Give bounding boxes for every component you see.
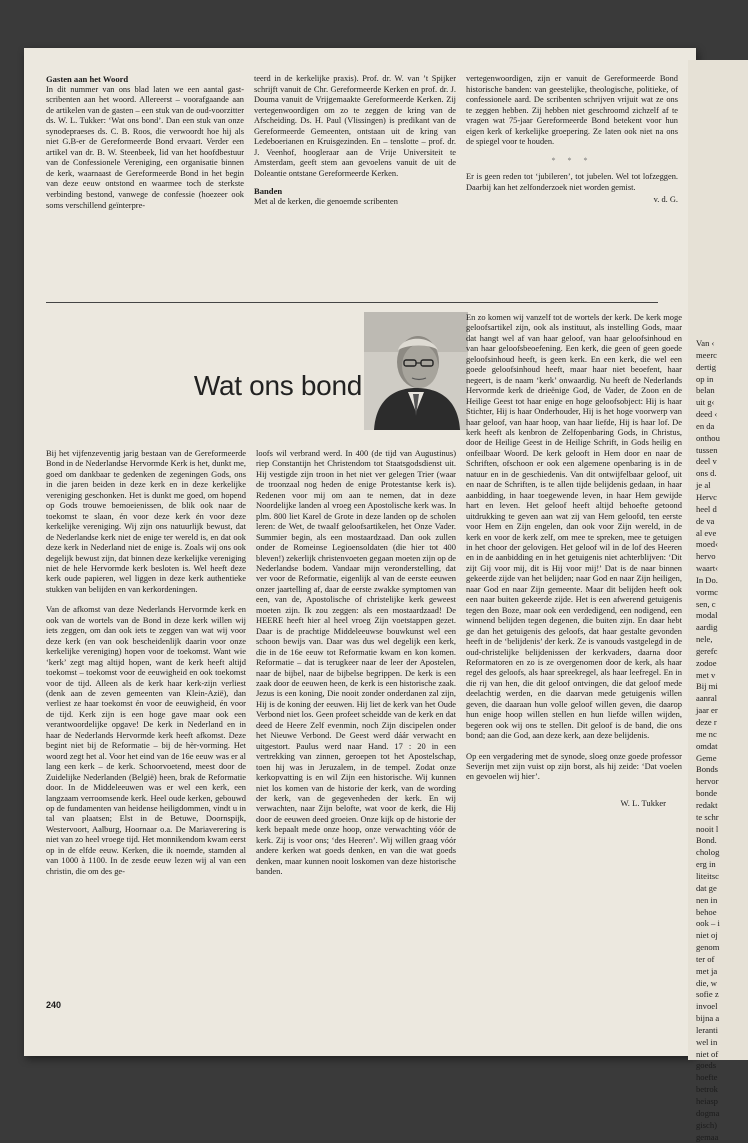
page-number: 240 (46, 1000, 62, 1010)
adjacent-page-line: hervor (696, 776, 719, 787)
article-column-3 (466, 312, 682, 808)
adjacent-page-edge (688, 60, 748, 1142)
adjacent-page-line: ook – i (696, 918, 720, 929)
article-title: Wat ons bond (193, 370, 362, 401)
section-rule (46, 302, 658, 303)
adjacent-page-line: nen in (696, 894, 718, 905)
adjacent-page-line: cholog (696, 847, 720, 858)
intro-text-3: vertegenwoordigen, zijn er vanuit de Gereformeerde Bond historische banden: van geestelijke, theologische, politieke, of confessionele aard. De scribenten schrijven vrijuit wat ze ons te zeggen hebben. Zij hebben niet geschroomd zichzelf af te vragen wat 75-jaar Gereformeerde Bond betekent voor hun eigen kerk of kerkelijke groepering. Ze laten ook niet na ons de spiegel voor te houden. (466, 74, 678, 147)
article-paragraph: Van de afkomst van deze Nederlands Hervormde kerk en ook van de wortels van de Bond in deze kerk willen wij iets zeggen, om dan ook iets te zeggen van wat wij voor deze kerk (en van ook bescheidenlijk daarin voor onze kerkelijke vereniging) hopen voor de toekomst. Want wie ‘kerk’ zegt mag altijd hopen, want de kerk heeft altijd toekomst – toekomst voor de eeuwigheid en ook toekomst voor de tijd. Alleen als de kerk haar kerk-zijn verliest (denk aan de zeven gemeenten van Klein-Azië), dan verliest ze haar toekomst én voor de eeuwigheid, én voor de tijd. Kerk zijn is een hoge gave maar ook een verantwoordelijke opgave! De kerk in Nederland en in haar de Nederlands Hervormde kerk heeft afkomst. Deze begint niet bij de Reformatie – bij de hèr-vorming. Het woord zegt het al. Voor het eind van de 16e eeuw was er al lang een kerk – de kerk. Schoorvoetend, meest door de Zuidelijke Nederlanden (België) heen, brak de Reformatie door. In de Middeleeuwen was er wel een kerk, een langzaam verroomsende kerk. Heel oude kerken, gebouwd op de fundamenten van heidense heiligdommen, vindt u in tal van plaatsen; Elst in de Betuwe, Doornspijk, Westervoort, Aalburg, Hoornaar o.a. De Mariaverering is niet van zo heel vroege tijd. Het monnikendom kwam eerst op in de elfde eeuw. Kerken, die ik noemde, stamden al van 1000 à 1100. In de zesde eeuw lezen wij al van een christin, die om des ge- (46, 604, 246, 876)
intro-column-3 (466, 74, 678, 206)
adjacent-page-line: heiasp (696, 1096, 718, 1106)
adjacent-page-line: zodoe (696, 657, 717, 668)
adjacent-page-line: moed‹ (696, 539, 718, 550)
article-paragraph: Op een vergadering met de synode, sloeg onze goede professor Severijn met zijn vuist op zijn borst, als hij zeide: ‘Dat voelen en gevoelen wij hier’. (466, 750, 682, 782)
adjacent-page-line: Geme (696, 752, 717, 763)
adjacent-page-line: jaar er (696, 705, 718, 716)
article-author: W. L. Tukker (620, 797, 666, 808)
adjacent-page-line: Van ‹ (696, 338, 715, 348)
adjacent-page-line: liteitsc (696, 870, 719, 881)
adjacent-page-line: nooit l (696, 823, 719, 834)
article-paragraph: Bij het vijfenzeventig jarig bestaan van de Gereformeerde Bond in de Nederlandse Hervormde Kerk is het, dunkt me, goed om dankbaar te gedenken de zegeningen Gods, ons in die jaren beiden in deze kerk en in deze kerkelijke vereniging geschonken. Het is dunkt me goed, om hopend op Gods trouwe bemoeienissen, de blik ook naar de toekomst te slaan, én voor deze kerk én voor deze kerkelijke vereniging. Wij zijn ons natuurlijk bewust, dat de Nederlandse kerk niet de enige ter wereld is, en dat ook deze kerk in Nederland niet de enige is. Zoals wij ons ook degelijk bewust zijn, dat binnen deze kerkelijke vereniging niet de hele Hervormde kerk besloten is. Wel heeft deze kerk oude papieren, wel liggen in deze kerk authentieke stukken van belijden en van kerkordeningen. (46, 448, 246, 594)
adjacent-page-line: vormc (696, 586, 718, 597)
adjacent-page-line: al eve (696, 527, 717, 538)
adjacent-page-line: gisch) (696, 1119, 718, 1130)
adjacent-page-line: hervo (696, 551, 716, 562)
adjacent-page-line: wel in (696, 1036, 718, 1047)
banden-text: Met al de kerken, die genoemde scribenten (254, 197, 398, 207)
adjacent-page-line: bonde (696, 788, 718, 799)
intro-section (46, 74, 686, 326)
adjacent-page-line: tussen (696, 444, 718, 455)
adjacent-page-line: dogma (696, 1107, 720, 1118)
adjacent-page-line: behoe (696, 906, 717, 917)
article-paragraph: En zo komen wij vanzelf tot de wortels der kerk. De kerk moge geloofsartikel zijn, ook als instituut, als instelling Gods, maar dat hangt wel af van haar geloof, van haar geloofsinhoud en van haar geloofsbeoefening. Een kerk, die geen of geen goede geloofsinhoud heeft, is geen kerk. En een kerk, die wel een goede geloofsinhoud heeft, maar haar niet beoefent, haar negeert, is de naam ‘kerk’ onwaardig. Nu heeft de Nederlands Hervormde kerk de drieënige God, de Vader, de Zoon en de Heilige Geest tot haar enige en hoge geloofsobject: Hij is haar Stichter, Hij is haar Onderhouder, Hij is het hoge voorwerp van haar geloof, van haar hoop, van haar liefde, Hij is haar lof. De kerk heeft als kenbron de Zelfopenbaring Gods, in Christus, door de Heilige Geest in de Heilige Schrift, in Gods heilig en onfeilbaar Woord. De kerk gelooft in Hem door en naar de Schriften, ofschoon er ook een algemene openbaring is in de natuur en in de geschiedenis. Van dit ontwijfelbaar geloof, uit en naar de Schriften, is te allen tijde belijdenis gedaan, in haar aanbidding, in haar toegewende leven, in haar Hem gewijde hart en leven. Het geloof heeft altijd behoefte getoond uitdrukking te geven aan wat zij van Hem geloofd, ten eerste voor Hem en Zijn engelen, dan ook voor Zijn wereld, in de kerk en voor de kerk zelf, om mee te spreken, mee te getuigen in het choor der gelovigen. Het geloof wil in de lof des Heeren en in de aanbidding en in het getuigenis niet achterblijven: ‘Dit zijt Gij voor mij, dit is Hij voor mij!’ Dat is de naar binnen gekeerde zijde van het belijden; naar God en naar Zijn heiligen, naar God en naar Zijn gemeente. Maar dit belijden heeft ook een naar buiten gekeerde zijde. Het is een afwerend getuigenis tegen den Boze, maar ook een verdedigend, een nodigend, een winnend belijden tegen degenen, die buiten zijn. En daar hebt ge dan het getuigenis des geloofs, dat haar gestalte gevonden heeft in de ‘belijdenis’ der kerk. Ze is vanouds vastgelegd in de oud-christelijke belijdenissen der kerkvaders, daarna door Reformatoren en zo is ze overgenomen door de kerk, als haar regel des geloofs, als haar spreekregel, als haar leefregel. En in die rij van hen, die dit geloof ontvingen, die dat geloof mede deelachtig werden, en die daarvan mede getuigenis willen geven, die daaraan hun volle geloof willen geven, die daarop hun enige hoop willen stellen en hun liefde willen wijden, begeren ook wij ons te stellen. Dit geloof is de band, die ons bond; aan die God, aan deze kerk, aan deze belijdenis. (466, 312, 682, 741)
adjacent-page-line: sen, c (696, 598, 716, 609)
adjacent-page-line: ons d. (696, 468, 717, 479)
portrait-image (364, 312, 468, 430)
adjacent-page-line: gemaa (696, 1131, 719, 1142)
adjacent-page-line: niet oj (696, 930, 718, 941)
adjacent-page-line: ter of (696, 953, 715, 964)
adjacent-page-line: betrok (696, 1084, 718, 1095)
adjacent-page-line: Bij mi (696, 681, 718, 692)
adjacent-page-line: je al (696, 480, 711, 491)
adjacent-page-line: In Do. (696, 574, 718, 585)
adjacent-page-line: op in (696, 373, 714, 384)
adjacent-page-line: heel d (696, 503, 717, 514)
adjacent-page-line: die, w (696, 977, 718, 988)
editor-signature: v. d. G. (653, 195, 678, 205)
adjacent-page-line: dat ge (696, 882, 717, 893)
adjacent-page-line: Bond. (696, 835, 717, 846)
adjacent-page-line: gerefc (696, 645, 718, 656)
adjacent-page-line: bijna a (696, 1013, 720, 1024)
article-column-2 (256, 448, 456, 877)
adjacent-page-line: meerc (696, 349, 717, 360)
adjacent-page-line: deed ‹ (696, 409, 718, 420)
adjacent-page-line: dertig (696, 361, 717, 372)
adjacent-page-line: met ja (696, 965, 718, 976)
adjacent-page-line: en da (696, 420, 715, 431)
adjacent-page-line: leranti (696, 1024, 718, 1035)
adjacent-page-line: aanral (696, 693, 717, 704)
adjacent-page-line: Bonds (696, 764, 718, 775)
adjacent-page-line: omdat (696, 740, 718, 751)
adjacent-page-line: te schr (696, 811, 719, 822)
intro-text-4: Er is geen reden tot ‘jubileren’, tot jubelen. Wel tot lofzeggen. Daarbij kan het zelfonderzoek niet worden gemist. (466, 172, 678, 192)
adjacent-page-line: invoel (696, 1001, 718, 1012)
adjacent-page-line: belan (696, 385, 715, 396)
adjacent-page-line: niet of (696, 1048, 719, 1059)
intro-text-2: teerd in de kerkelijke praxis). Prof. dr. W. van ’t Spijker schrijft vanuit de Chr. Gereformeerde Kerken en prof. dr. J. Douma vanuit de Vrijgemaakte Gereformeerde Kerken. Zij vertegenwoordigen om zo te zeggen de kring van de Afscheiding. Ds. H. Paul (Vlissingen) is predikant van de Gereformeerde Gemeenten, ontstaan uit de kring van Ledeboerianen en Kruisgezinden. En – tenslotte – prof. dr. J. Veenhof, hoogleraar aan de Vrije Universiteit te Amsterdam, geeft stem aan gevoelens vanuit de uit de Doleantie ontstane Gereformeerde Kerken. (254, 74, 456, 178)
adjacent-page-line: hoefte (696, 1072, 718, 1083)
intro-column-2 (254, 74, 456, 208)
adjacent-page-line: redakt (696, 799, 718, 810)
adjacent-page-line: waart‹ (696, 563, 718, 574)
adjacent-page-line: genom (696, 942, 720, 953)
intro-column-1 (46, 74, 244, 211)
adjacent-page-line: met v (696, 669, 716, 680)
section-divider: * * * (551, 155, 593, 165)
adjacent-page-line: me nc (696, 728, 717, 739)
adjacent-page-line: de va (696, 515, 715, 526)
adjacent-page-line: deel v (696, 456, 717, 467)
adjacent-page-line: goeds (696, 1060, 717, 1071)
adjacent-page-line: deze r (696, 717, 717, 727)
intro-text-1: In dit nummer van ons blad laten we een aantal gast-scribenten aan het woord. Allereerst – voorafgaande aan de artikelen van de gasten – een stuk van de oud-voorzitter ds. W. L. Tukker: ‘Wat ons bond’. Dan een stuk van onze synodepraeses ds. C. B. Roos, die verwoordt hoe hij als niet G.B-er de Gereformeerde Bond ervaart. Verder een artikel van dr. B. W. Steenbeek, lid van het hoofdbestuur van de Confessionele Vereniging, een organisatie binnen de kerk, waarnaast de Gereformeerde Bond in het begin van deze eeuw ontstond en waarmee toch de sterkste verbinding bestond, vanwege de confessie (hoezeer ook soms verschillend geïnterpre- (46, 84, 244, 210)
banden-heading: Banden (254, 186, 283, 197)
adjacent-page-line: modal (696, 610, 718, 621)
magazine-page (24, 48, 696, 1056)
adjacent-page-line: aardig (696, 622, 718, 633)
adjacent-page-line: uit g‹ (696, 397, 715, 408)
article-paragraph: loofs wil verbrand werd. In 400 (de tijd van Augustinus) riep Constantijn het Christendom tot Staatsgodsdienst uit. Hij vestigde zijn troon in het niet ver gelegen Trier (waar de troonzaal nog heden de enige Protestantse kerk is). Redenen voor mij om aan te nemen, dat in deze Noordelijke landen al vroeg een Apostolische kerk was. In plm. 800 liet Karel de Grote in deze landen op de scholen leren: de Wet, de twaalf geloofsartikelen, het Onze Vader. Summier begin, als een mostaardzaad. Dan ook zullen onder de Romeinse Legioensoldaten (die hier tot 400 bleven!) zekerlijk christenvoeten gegaan moeten zijn op de Nederlandse bodem. Vandaar mijn veronderstelling, dat ver voor de Reformatie, eigenlijk al van de eerste eeuwen onzer jaartelling af, daar de eerste zwakke symptomen van een, van de, Apostolische of christelijke kerk geweest moeten zijn. Ik zou zeggen: als een mostaardzaad! De HEERE heeft hier al heel vroeg Zijn voetstappen gezet. Daar is de prachtige Middeleeuwse bouwkunst wel een schoon bewijs van. Daar was dus wel degelijk een kerk, die in de 16e eeuw tot Reformatie kwam en kon komen. Reformatie – dat is terugkeer naar de leer der Apostelen, naar de bijbel, naar de bijbelse begrippen. De kerk is een zaak door de eeuwen heen, de kerk is een historische zaak. Jezus is een koning, Die nooit zonder onderdanen zal zijn, Hij is de koning der eeuwen. Hij liet de kerk van het Oude Verbond niet los. Geen profeet scheidde van de kerk en dat deed de Heere Zelf evenmin, noch Zijn discipelen onder het Nieuwe Verbond. De Geest werd dáár verwacht en uitgestort. Paulus werd naar Hand. 17 : 20 in een vertrekking van zinnen, geroepen tot het Apostelschap, toen hij was in Jeruzalem, in de tempel. Zodat onze kerkopvatting is en wil Zijn een historische. Wij kunnen niet los komen van de historie der kerk, van de wording der kerk, van de gegevenheden der kerk. En wij verwachten, naar Zijn belofte, wat voor de kerk, die Hij door de eeuwen deed groeien. Onze kijk op de historie der kerk bepaalt mede onze hoop, onze verwachting vóór de kerk. Zij is voor ons; ‘des Heeren’. Wij willen graag vóór andere kerken wat goeds denken, en van die wat goeds denken, maar kunnen nooit loskomen van deze historische banden. (256, 448, 456, 877)
adjacent-page-line: erg in (696, 859, 716, 870)
adjacent-page-line: onthou (696, 432, 720, 443)
adjacent-page-line: nele, (696, 634, 713, 645)
adjacent-page-line: sofie z (696, 989, 719, 1000)
adjacent-page-line: Hervc (696, 491, 717, 502)
intro-heading: Gasten aan het Woord (46, 74, 129, 84)
article-column-1 (46, 448, 246, 876)
adjacent-page-text (696, 338, 720, 1143)
author-portrait (364, 312, 468, 430)
